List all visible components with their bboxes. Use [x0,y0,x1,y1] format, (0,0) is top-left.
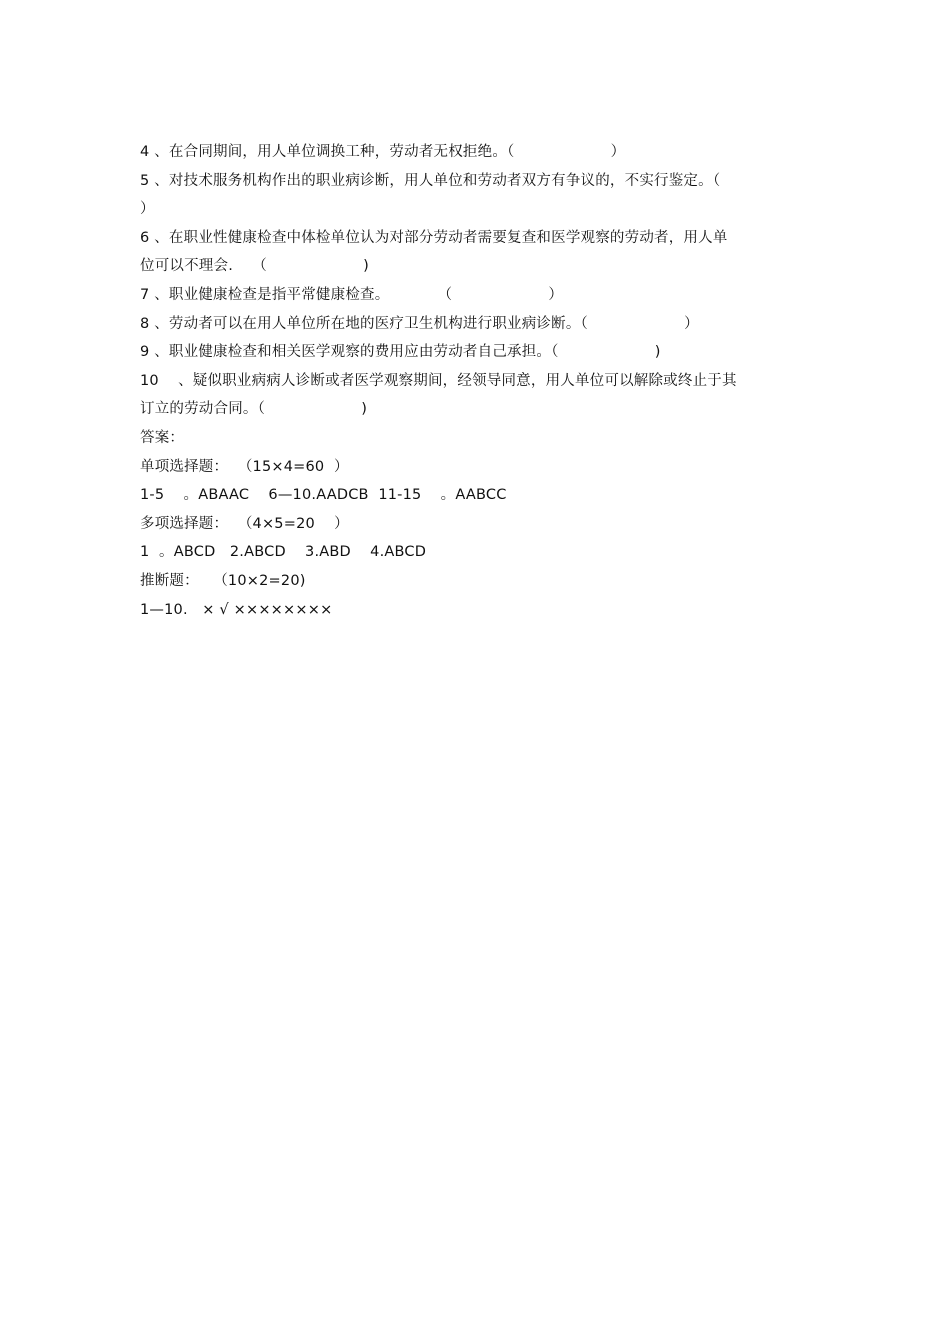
judgement-title: 推断题： （10×2=20) [140,572,306,589]
question-5 [140,167,812,224]
multi-choice-answers: 1 。ABCD 2.ABCD 3.ABD 4.ABCD [140,544,427,561]
question-10-line-2: 订立的劳动合同。（ ) [140,401,368,418]
question-6 [140,224,812,281]
question-5-line-1: 5 、对技术服务机构作出的职业病诊断，用人单位和劳动者双方有争议的，不实行鉴定。（ [140,172,721,189]
question-6-line-2: 位可以不理会. （ ) [140,258,369,275]
judgement-answers: 1—10. × √ ×××××××× [140,601,333,618]
question-4: 4 、在合同期间，用人单位调换工种，劳动者无权拒绝。（ ） [140,144,626,160]
question-7: 7 、职业健康检查是指平常健康检查。 （ ） [140,286,564,303]
single-choice-title: 单项选择题： （15×4=60 ） [140,458,349,475]
question-9: 9 、职业健康检查和相关医学观察的费用应由劳动者自己承担。（ ) [140,344,661,361]
document-content [140,138,812,624]
question-5-line-2: ） [140,201,155,218]
question-10-line-1: 10 、疑似职业病病人诊断或者医学观察期间，经领导同意，用人单位可以解除或终止于其 [140,372,737,389]
single-choice-answers: 1-5 。ABAAC 6—10.AADCB 11-15 。AABCC [140,487,507,504]
question-10 [140,367,812,424]
question-8: 8 、劳动者可以在用人单位所在地的医疗卫生机构进行职业病诊断。（ ） [140,315,699,332]
multi-choice-title: 多项选择题： （4×5=20 ） [140,515,349,532]
question-6-line-1: 6 、在职业性健康检查中体检单位认为对部分劳动者需要复查和医学观察的劳动者，用人单 [140,229,728,246]
answers-heading: 答案： [140,429,185,446]
